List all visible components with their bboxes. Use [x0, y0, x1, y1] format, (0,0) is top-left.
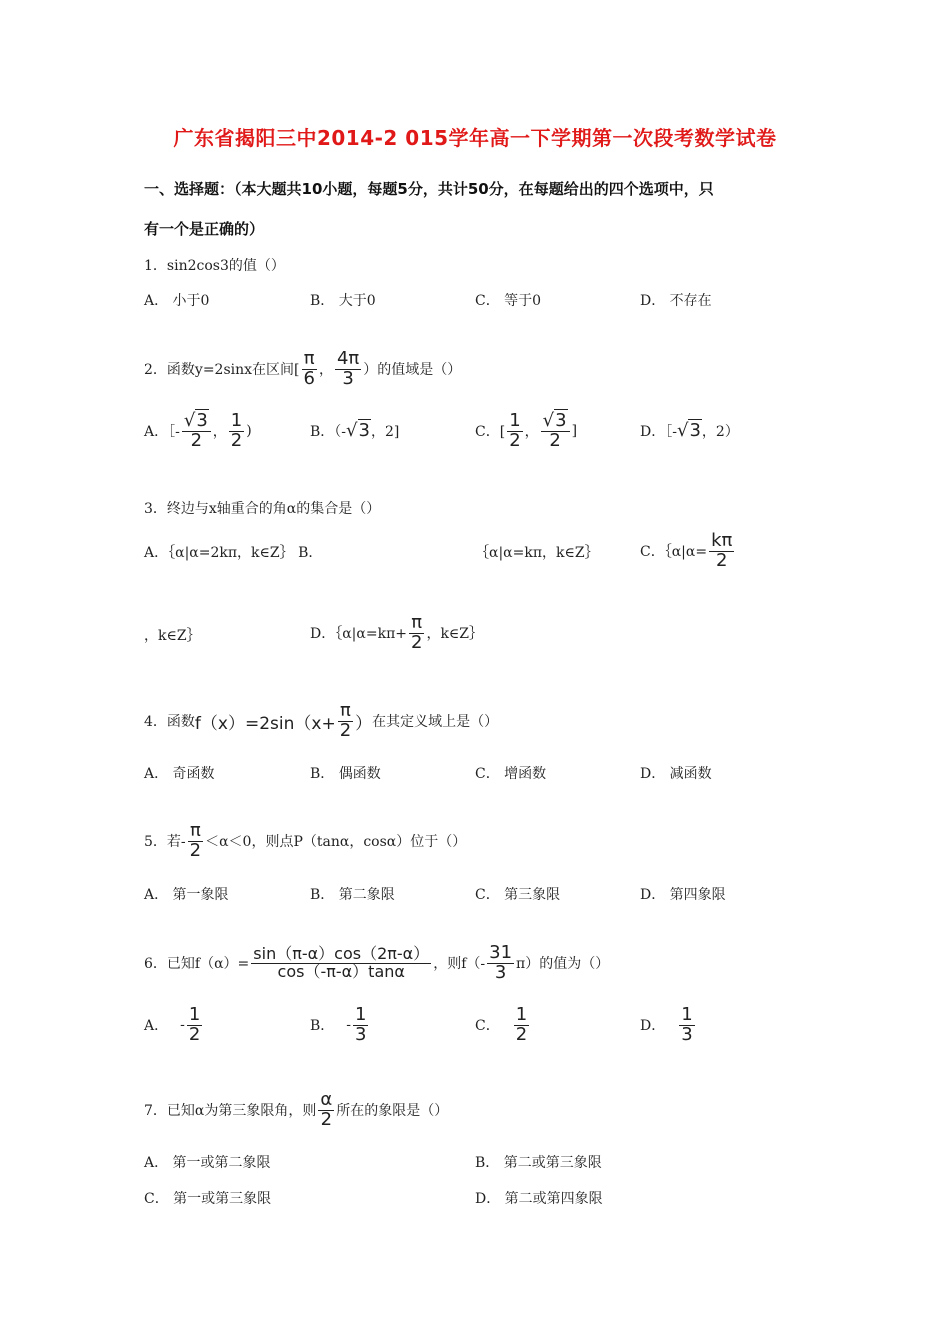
question-1-option-a: A． 小于0 — [144, 293, 210, 309]
question-1-option-d: D． 不存在 — [640, 293, 712, 309]
fraction-4pi-over-3: $\frac{4\pi}{3}$ — [336, 348, 360, 389]
question-1-option-b: B． 大于0 — [310, 293, 376, 309]
question-6-option-c: C． $\frac{1}{2}$ — [475, 1004, 528, 1045]
question-7-option-a: A． 第一或第二象限 — [144, 1155, 271, 1171]
question-5-stem: 5．若- $\frac{\pi}{2}$ ＜α＜0，则点P（tanα，cosα）位于（） — [144, 820, 467, 861]
question-2-option-d: D．［- √3 ，2） — [640, 420, 739, 441]
question-3-stem: 3．终边与x轴重合的角α的集合是（） — [144, 501, 381, 517]
question-3-option-b: ｛α|α=kπ，k∈Z｝ — [475, 545, 599, 561]
question-7-stem: 7．已知α为第三象限角，则 $\frac{\alpha}{2}$ 所在的象限是（） — [144, 1089, 449, 1130]
question-7-option-d: D． 第二或第四象限 — [475, 1191, 603, 1207]
question-3-option-c-tail: ，k∈Z｝ — [144, 628, 201, 644]
question-2-stem-pre: 2．函数y=2sinx在区间[ — [144, 362, 300, 379]
question-7-option-c: C． 第一或第三象限 — [144, 1191, 272, 1207]
question-2-option-a: A．［- $\frac{√3}{2}$ ， $\frac{1}{2}$ ) — [144, 410, 252, 451]
question-1-stem: 1．sin2cos3的值（） — [144, 258, 285, 274]
question-6-expression: $\frac{\sin(\pi-\alpha)\cos(2\pi-\alpha)}{\cos(-\pi-\alpha)\tan\alpha}$ — [253, 944, 430, 981]
section-heading-line1: 一、选择题：（本大题共10小题，每题5分，共计50分，在每题给出的四个选项中，只 — [144, 180, 714, 198]
question-4-stem: 4．函数 f（x）=2sin（x+ $\frac{\pi}{2}$ ） 在其定义域上是（） — [144, 700, 499, 741]
question-6-option-d: D． $\frac{1}{3}$ — [640, 1004, 693, 1045]
question-2-stem: 2．函数y=2sinx在区间[ $\frac{\pi}{6}$ ， $\frac{4\pi}{3}$ ）的值域是（） — [144, 348, 462, 389]
question-3-option-c: C．｛α|α= $\frac{k\pi}{2}$ — [640, 530, 733, 571]
question-4-option-c: C． 增函数 — [475, 766, 547, 782]
question-5-option-a: A． 第一象限 — [144, 887, 229, 903]
question-5-option-c: C． 第三象限 — [475, 887, 561, 903]
question-2-stem-post: ）的值域是（） — [363, 362, 462, 379]
question-4-option-d: D． 减函数 — [640, 766, 712, 782]
question-4-option-b: B． 偶函数 — [310, 766, 381, 782]
question-3-option-d: D．｛α|α=kπ+ $\frac{\pi}{2}$ ，k∈Z｝ — [310, 612, 484, 653]
question-6-option-b: B． - $\frac{1}{3}$ — [310, 1004, 367, 1045]
section-heading-line2: 有一个是正确的） — [144, 220, 265, 238]
question-5-option-d: D． 第四象限 — [640, 887, 726, 903]
fraction-pi-over-6: $\frac{\pi}{6}$ — [303, 348, 315, 389]
page-title: 广东省揭阳三中2014-2 015学年高一下学期第一次段考数学试卷 — [173, 126, 777, 150]
question-6-option-a: A． - $\frac{1}{2}$ — [144, 1004, 201, 1045]
question-6-stem: 6．已知f（α）= $\frac{\sin(\pi-\alpha)\cos(2\pi-\alpha)}{\cos(-\pi-\alpha)\tan\alpha}$ ，则f（- $\frac{31}{3}$ π）的值为（） — [144, 942, 610, 983]
question-1-option-c: C． 等于0 — [475, 293, 542, 309]
question-2-option-c: C．[ $\frac{1}{2}$ ， $\frac{√3}{2}$ ] — [475, 410, 578, 451]
question-5-option-b: B． 第二象限 — [310, 887, 395, 903]
question-2-option-b: B．（- √3 ，2] — [310, 420, 400, 441]
question-7-option-b: B． 第二或第三象限 — [475, 1155, 602, 1171]
question-4-option-a: A． 奇函数 — [144, 766, 215, 782]
question-3-option-a: A．｛α|α=2kπ，k∈Z｝ B． — [144, 545, 323, 561]
